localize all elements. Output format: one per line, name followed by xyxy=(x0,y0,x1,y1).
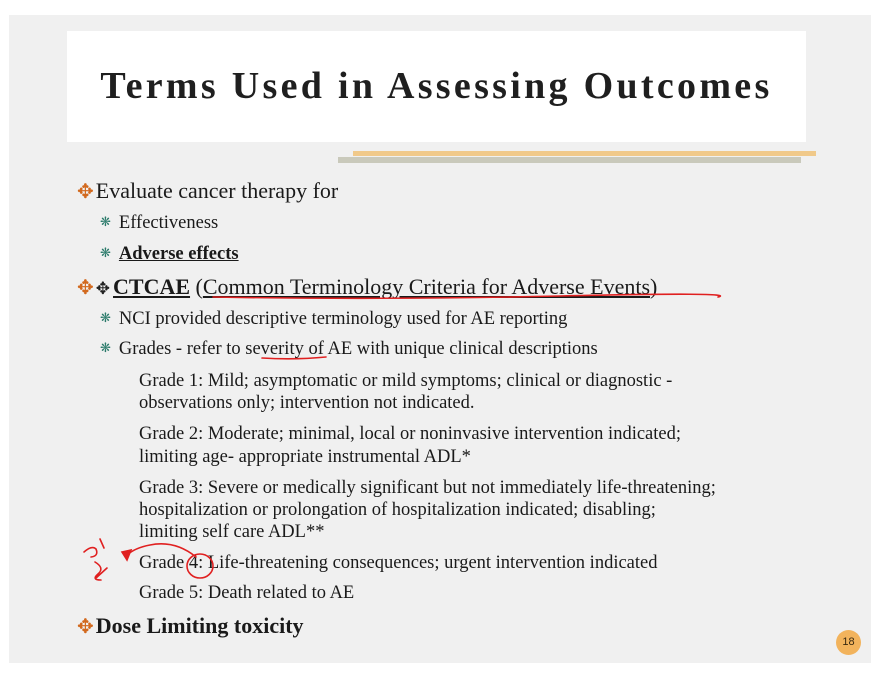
grade-1-line-1: Grade 1: Mild; asymptomatic or mild symptoms; clinical or diagnostic - xyxy=(139,371,673,391)
grade-1-line-2: observations only; intervention not indicated. xyxy=(139,393,475,413)
grade-5-line-1: Grade 5: Death related to AE xyxy=(139,583,355,603)
grade-3-line-1: Grade 3: Severe or medically significant but not immediately life-threatening; xyxy=(139,478,716,498)
four-arrows-bullet-icon: ✥ xyxy=(77,616,94,638)
grade-2-line-2: limiting age- appropriate instrumental ADL* xyxy=(139,447,471,467)
title-accent-bar-gold xyxy=(353,151,816,156)
slide-title: Terms Used in Assessing Outcomes xyxy=(100,65,773,107)
four-arrows-bullet-icon: ✥ xyxy=(77,181,94,203)
bullet-ctcae: ✥ ✥ CTCAE (Common Terminology Criteria for Adverse Events) xyxy=(77,274,658,299)
ctcae-full-name: Common Terminology Criteria for Adverse Events xyxy=(202,274,651,299)
title-accent-bar-grey xyxy=(338,157,801,163)
severity-keyword: severity xyxy=(245,339,304,359)
title-box xyxy=(67,31,806,142)
four-arrows-bullet-icon: ✥ xyxy=(77,277,94,299)
bullet-dose-limiting: ✥Dose Limiting toxicity xyxy=(77,613,304,638)
bullet-adverse-effects: ❋ Adverse effects xyxy=(100,244,239,264)
bullet-evaluate: ✥Evaluate cancer therapy for xyxy=(77,178,339,203)
asterisk-bullet-icon: ❋ xyxy=(100,245,111,260)
four-arrows-bullet-icon: ✥ xyxy=(95,279,111,298)
bullet-grades: ❋ Grades - refer to severity of AE with unique clinical descriptions xyxy=(100,339,598,359)
grade-2-line-1: Grade 2: Moderate; minimal, local or noninvasive intervention indicated; xyxy=(139,424,681,444)
grade-3-line-2: hospitalization or prolongation of hospitalization indicated; disabling; xyxy=(139,500,656,520)
bullet-effectiveness: ❋ Effectiveness xyxy=(100,213,219,233)
asterisk-bullet-icon: ❋ xyxy=(100,214,111,229)
bullet-nci: ❋ NCI provided descriptive terminology used for AE reporting xyxy=(100,309,568,329)
asterisk-bullet-icon: ❋ xyxy=(100,310,111,325)
asterisk-bullet-icon: ❋ xyxy=(100,340,111,355)
ctcae-abbreviation: CTCAE xyxy=(113,274,191,299)
page-number-badge: 18 xyxy=(836,630,861,655)
grade-3-line-3: limiting self care ADL** xyxy=(139,522,325,542)
grade-4-line-1: Grade 4: Life-threatening consequences; urgent intervention indicated xyxy=(139,553,658,573)
